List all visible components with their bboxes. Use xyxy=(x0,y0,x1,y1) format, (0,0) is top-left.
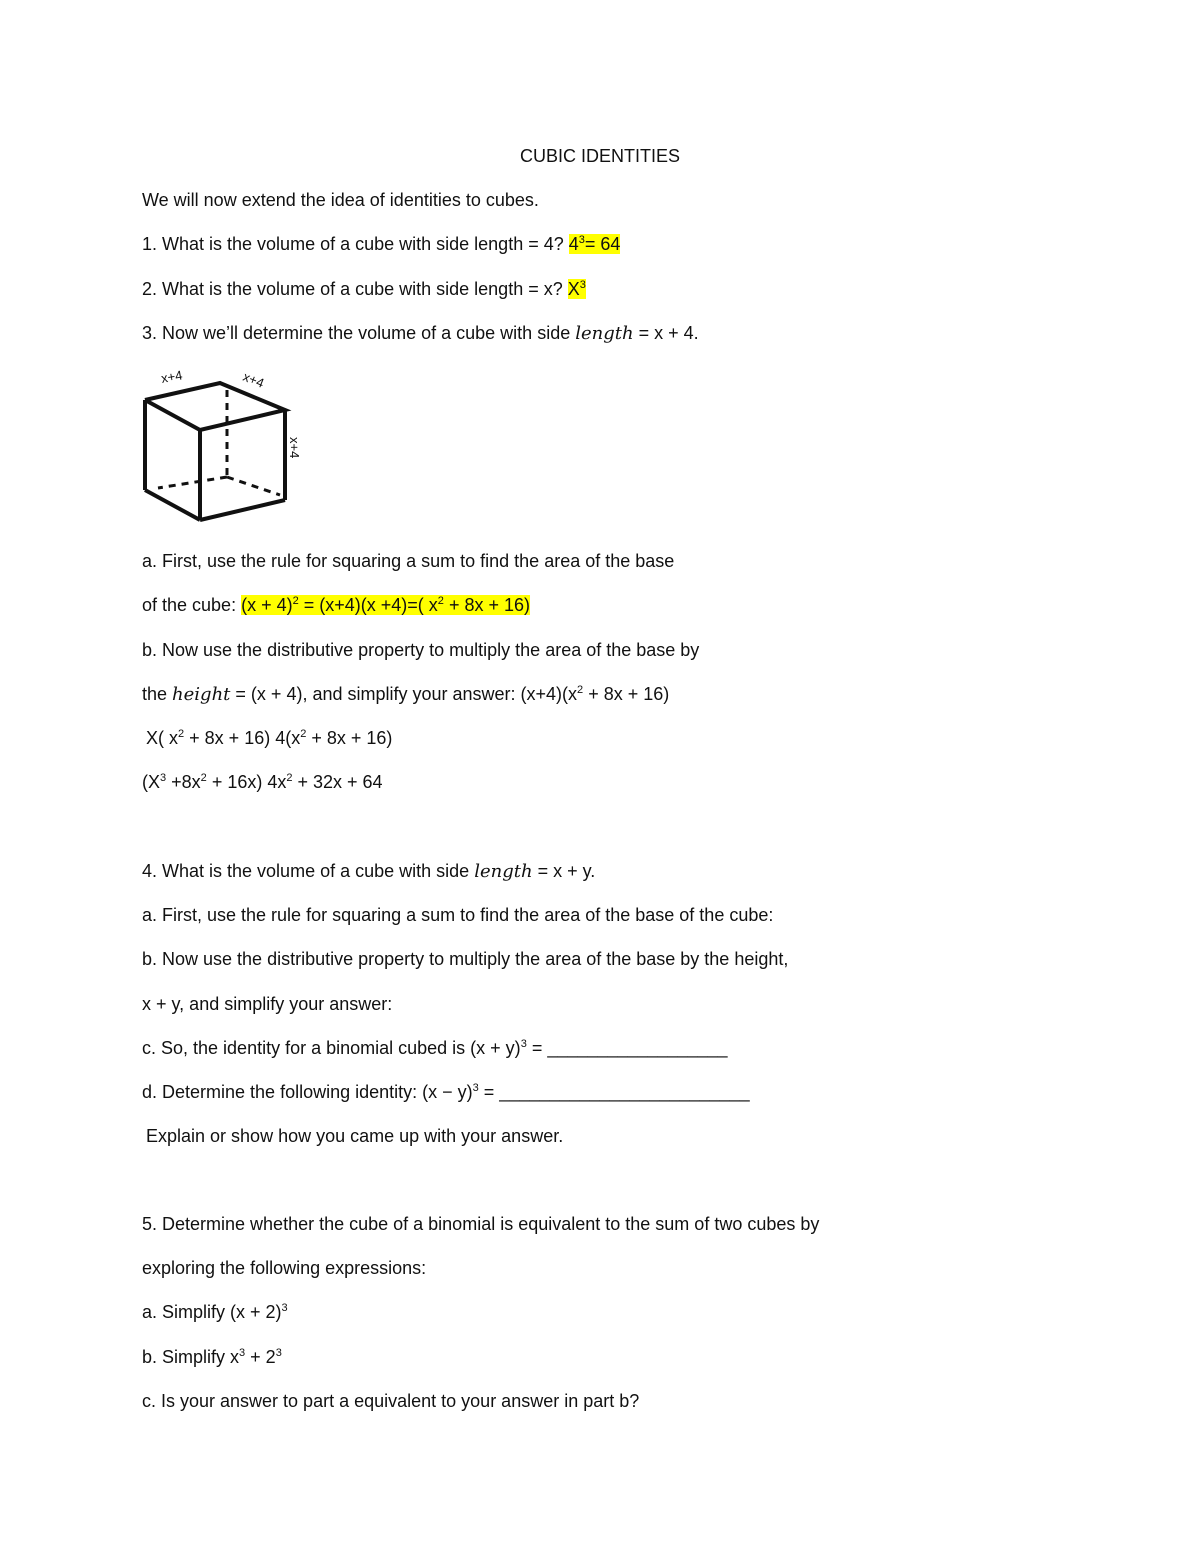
question-3-work-2: $(X^3 +8x^2 + 16x) 4x^2 + 32x + 64$ xyxy=(142,772,383,792)
question-3b-line2: the height = (x + 4), and simplify your answer: $(x+4)(x^2 + 8x + 16)$ xyxy=(142,684,670,705)
cube-hidden-left-edge xyxy=(158,477,227,488)
question-4d: d. Determine the following identity: $(x - y)^3$ = _________________________ xyxy=(142,1082,750,1102)
question-5-line2: exploring the following expressions: xyxy=(142,1258,427,1278)
question-5b: b. Simplify $x^3 + 2^3$ xyxy=(142,1347,282,1367)
cube-diagram xyxy=(140,365,310,530)
cube-hidden-right-edge xyxy=(227,477,280,495)
question-2-answer: $X^3$ xyxy=(567,279,586,299)
question-1-answer: $4^3= 64$ xyxy=(568,234,621,254)
question-4a: a. First, use the rule for squaring a sum to find the area of the base of the cube: xyxy=(142,905,774,925)
question-2-text: 2. What is the volume of a cube with side length = x? xyxy=(142,279,563,299)
question-4-explain: Explain or show how you came up with your answer. xyxy=(146,1126,564,1146)
cube-label-front: x+4 xyxy=(159,367,184,386)
question-3a-line2: of the cube: $(x + 4)^2 = (x+4)(x +4)=$( $x^2 + 8x + 16$) xyxy=(142,595,530,615)
question-1 xyxy=(142,233,620,255)
cube-bottom-right-edge xyxy=(200,500,285,520)
page-title: CUBIC IDENTITIES xyxy=(519,146,680,166)
question-3-intro: 3. Now we’ll determine the volume of a cube with side length = x + 4. xyxy=(142,323,699,344)
question-4b-line2: x + y, and simplify your answer: xyxy=(142,994,393,1014)
question-1-text: 1. What is the volume of a cube with side length = 4? xyxy=(142,234,564,254)
question-4c: c. So, the identity for a binomial cubed is $(x + y)^3$ = __________________ xyxy=(142,1038,728,1058)
question-5-line1: 5. Determine whether the cube of a binomial is equivalent to the sum of two cubes by xyxy=(142,1214,820,1234)
question-4: 4. What is the volume of a cube with side length = x + y. xyxy=(142,861,596,882)
question-2 xyxy=(142,278,586,300)
question-3a-line1: a. First, use the rule for squaring a sum to find the area of the base xyxy=(142,551,675,571)
question-5c: c. Is your answer to part a equivalent to your answer in part b? xyxy=(142,1391,640,1411)
question-3b-line1: b. Now use the distributive property to multiply the area of the base by xyxy=(142,640,700,660)
question-3a-answer: $(x + 4)^2 = (x+4)(x +4)=$( $x^2 + 8x + 16$) xyxy=(241,595,530,615)
cube-top-face xyxy=(145,383,285,430)
question-5a: a. Simplify $(x + 2)^3$ xyxy=(142,1302,288,1322)
question-4b-line1: b. Now use the distributive property to multiply the area of the base by the height, xyxy=(142,949,789,969)
cube-label-side: x+4 xyxy=(240,368,267,391)
cube-label-height: x+4 xyxy=(287,437,302,459)
question-3-work-1: X( $x^2 + 8x + 16$) $4(x^2 + 8x + 16)$ xyxy=(146,728,393,748)
cube-bottom-left-edge xyxy=(145,490,200,520)
intro-text: We will now extend the idea of identities to cubes. xyxy=(142,190,539,210)
